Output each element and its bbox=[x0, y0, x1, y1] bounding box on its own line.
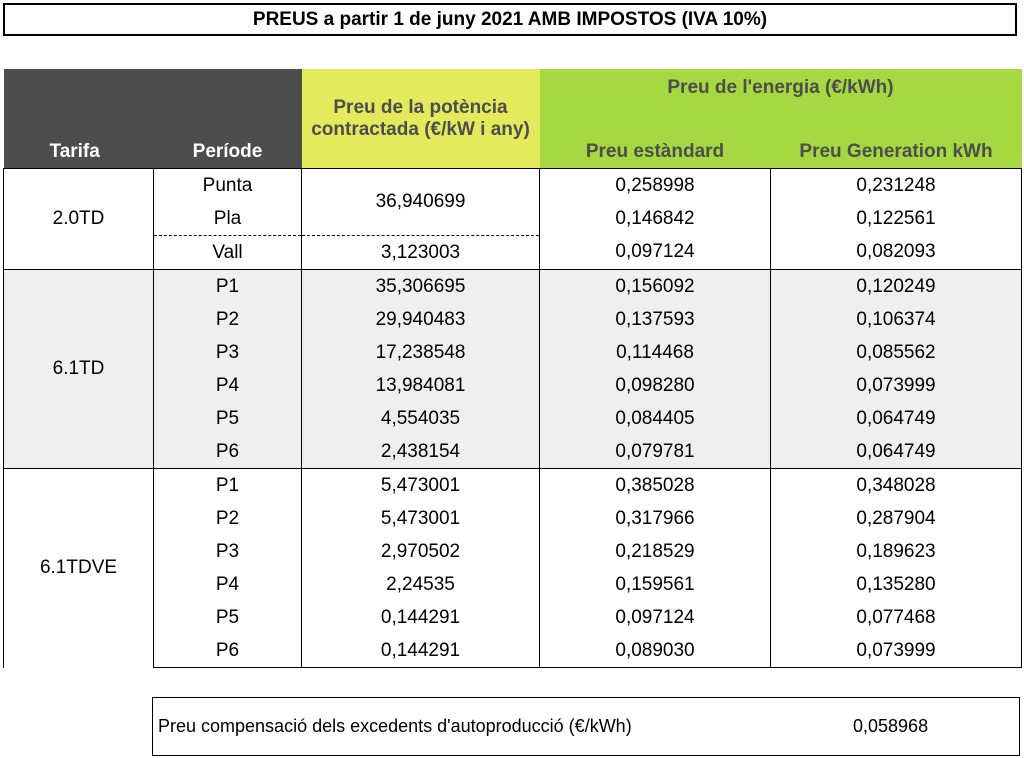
periode-cell: P3 bbox=[154, 535, 302, 568]
estandard-cell: 0,385028 bbox=[540, 469, 771, 503]
estandard-cell: 0,258998 bbox=[540, 169, 771, 203]
estandard-cell: 0,218529 bbox=[540, 535, 771, 568]
periode-cell: Punta bbox=[154, 169, 302, 203]
periode-cell: P6 bbox=[154, 435, 302, 469]
header-tarifa: Tarifa bbox=[4, 69, 154, 169]
potencia-cell: 5,473001 bbox=[302, 502, 540, 535]
potencia-cell: 2,438154 bbox=[302, 435, 540, 469]
price-table bbox=[3, 69, 1022, 668]
header-estandard: Preu estàndard bbox=[540, 120, 771, 169]
periode-cell: P1 bbox=[154, 270, 302, 304]
potencia-cell: 35,306695 bbox=[302, 270, 540, 304]
generation-cell: 0,135280 bbox=[771, 568, 1022, 601]
generation-cell: 0,231248 bbox=[771, 169, 1022, 203]
potencia-cell: 5,473001 bbox=[302, 469, 540, 503]
tarifa-group-6-1tdve bbox=[4, 469, 1022, 668]
periode-cell: P5 bbox=[154, 601, 302, 634]
table-row bbox=[4, 502, 1022, 535]
estandard-cell: 0,114468 bbox=[540, 336, 771, 369]
estandard-cell: 0,097124 bbox=[540, 236, 771, 270]
periode-cell: P4 bbox=[154, 369, 302, 402]
generation-cell: 0,120249 bbox=[771, 270, 1022, 304]
generation-cell: 0,122561 bbox=[771, 202, 1022, 236]
generation-cell: 0,189623 bbox=[771, 535, 1022, 568]
periode-cell: P4 bbox=[154, 568, 302, 601]
generation-cell: 0,073999 bbox=[771, 634, 1022, 668]
header-periode: Període bbox=[154, 69, 302, 169]
potencia-cell: 4,554035 bbox=[302, 402, 540, 435]
potencia-cell: 17,238548 bbox=[302, 336, 540, 369]
estandard-cell: 0,156092 bbox=[540, 270, 771, 304]
header-energia: Preu de l'energia (€/kWh) bbox=[540, 69, 1022, 120]
table-row bbox=[4, 601, 1022, 634]
generation-cell: 0,287904 bbox=[771, 502, 1022, 535]
potencia-cell: 2,24535 bbox=[302, 568, 540, 601]
potencia-cell: 0,144291 bbox=[302, 601, 540, 634]
potencia-cell: 36,940699 bbox=[302, 169, 540, 236]
estandard-cell: 0,137593 bbox=[540, 303, 771, 336]
estandard-cell: 0,089030 bbox=[540, 634, 771, 668]
periode-cell: Vall bbox=[154, 236, 302, 270]
table-row bbox=[4, 568, 1022, 601]
tarifa-group-6-1td bbox=[4, 270, 1022, 469]
potencia-cell: 2,970502 bbox=[302, 535, 540, 568]
potencia-cell: 13,984081 bbox=[302, 369, 540, 402]
table-row bbox=[4, 169, 1022, 203]
table-row bbox=[4, 369, 1022, 402]
table-row bbox=[4, 402, 1022, 435]
table-row bbox=[4, 270, 1022, 304]
generation-cell: 0,073999 bbox=[771, 369, 1022, 402]
periode-cell: P2 bbox=[154, 502, 302, 535]
periode-cell: Pla bbox=[154, 202, 302, 236]
potencia-cell: 0,144291 bbox=[302, 634, 540, 668]
tarifa-cell: 2.0TD bbox=[4, 169, 154, 270]
generation-cell: 0,106374 bbox=[771, 303, 1022, 336]
table-row bbox=[4, 469, 1022, 503]
compensacio-value: 0,058968 bbox=[853, 716, 929, 736]
table-row bbox=[4, 535, 1022, 568]
periode-cell: P6 bbox=[154, 634, 302, 668]
periode-cell: P3 bbox=[154, 336, 302, 369]
generation-cell: 0,348028 bbox=[771, 469, 1022, 503]
estandard-cell: 0,084405 bbox=[540, 402, 771, 435]
header-generation: Preu Generation kWh bbox=[771, 120, 1022, 169]
periode-cell: P5 bbox=[154, 402, 302, 435]
table-row bbox=[4, 435, 1022, 469]
table-header bbox=[4, 69, 1022, 169]
estandard-cell: 0,146842 bbox=[540, 202, 771, 236]
generation-cell: 0,082093 bbox=[771, 236, 1022, 270]
page-title: PREUS a partir 1 de juny 2021 AMB IMPOSTOS (IVA 10%) bbox=[3, 3, 1017, 36]
tarifa-group-2-0td bbox=[4, 169, 1022, 270]
table-row bbox=[4, 303, 1022, 336]
generation-cell: 0,064749 bbox=[771, 402, 1022, 435]
generation-cell: 0,085562 bbox=[771, 336, 1022, 369]
estandard-cell: 0,317966 bbox=[540, 502, 771, 535]
tarifa-cell: 6.1TD bbox=[4, 270, 154, 469]
generation-cell: 0,077468 bbox=[771, 601, 1022, 634]
estandard-cell: 0,159561 bbox=[540, 568, 771, 601]
potencia-cell: 3,123003 bbox=[302, 236, 540, 270]
estandard-cell: 0,097124 bbox=[540, 601, 771, 634]
compensacio-box bbox=[152, 697, 1020, 756]
estandard-cell: 0,098280 bbox=[540, 369, 771, 402]
table-row bbox=[4, 236, 1022, 270]
periode-cell: P2 bbox=[154, 303, 302, 336]
header-potencia: Preu de la potència contractada (€/kW i any) bbox=[302, 69, 540, 169]
generation-cell: 0,064749 bbox=[771, 435, 1022, 469]
potencia-cell: 29,940483 bbox=[302, 303, 540, 336]
tarifa-cell: 6.1TDVE bbox=[4, 469, 154, 668]
table-row bbox=[4, 336, 1022, 369]
estandard-cell: 0,079781 bbox=[540, 435, 771, 469]
compensacio-label: Preu compensació dels excedents d'autoproducció (€/kWh) bbox=[158, 716, 632, 736]
table-row bbox=[4, 634, 1022, 668]
periode-cell: P1 bbox=[154, 469, 302, 503]
